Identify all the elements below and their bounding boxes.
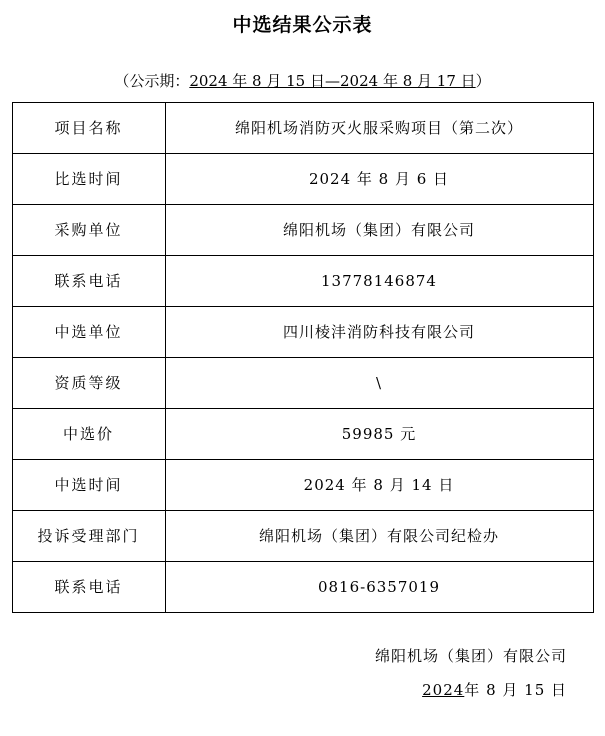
row-value: 13778146874	[165, 256, 593, 307]
row-value: 2024 年 8 月 14 日	[165, 460, 593, 511]
signature-company: 绵阳机场（集团）有限公司	[374, 647, 567, 665]
row-label: 项目名称	[12, 103, 165, 154]
row-value: 0816-6357019	[165, 562, 593, 613]
row-label: 中选时间	[12, 460, 165, 511]
signature-date-rest: 年 8 月 15 日	[464, 681, 567, 699]
table-row	[12, 103, 593, 154]
table-row	[12, 562, 593, 613]
table-row	[12, 307, 593, 358]
signature-block	[0, 639, 605, 707]
notice-period-prefix: （公示期：	[114, 72, 190, 90]
row-label: 投诉受理部门	[12, 511, 165, 562]
notice-period-suffix: ）	[475, 72, 491, 90]
table-row	[12, 205, 593, 256]
row-label: 比选时间	[12, 154, 165, 205]
document-page	[0, 12, 605, 736]
notice-period-dash: —	[325, 72, 340, 90]
notice-period	[0, 70, 605, 92]
row-value: \	[165, 358, 593, 409]
table-row	[12, 511, 593, 562]
signature-date-year: 2024	[422, 681, 465, 699]
row-label: 采购单位	[12, 205, 165, 256]
row-value: 四川棱沣消防科技有限公司	[165, 307, 593, 358]
row-value: 59985 元	[165, 409, 593, 460]
row-label: 中选单位	[12, 307, 165, 358]
row-label: 资质等级	[12, 358, 165, 409]
table-row	[12, 358, 593, 409]
table-row	[12, 460, 593, 511]
table-row	[12, 409, 593, 460]
notice-period-start: 2024 年 8 月 15 日	[189, 72, 325, 90]
row-label: 联系电话	[12, 562, 165, 613]
row-label: 中选价	[12, 409, 165, 460]
row-value: 绵阳机场（集团）有限公司纪检办	[165, 511, 593, 562]
row-value: 2024 年 8 月 6 日	[165, 154, 593, 205]
table-row	[12, 256, 593, 307]
row-value: 绵阳机场（集团）有限公司	[165, 205, 593, 256]
signature-date	[0, 673, 567, 707]
result-table	[12, 102, 594, 613]
row-label: 联系电话	[12, 256, 165, 307]
notice-period-end: 2024 年 8 月 17 日	[340, 72, 476, 90]
table-row	[12, 154, 593, 205]
row-value: 绵阳机场消防灭火服采购项目（第二次）	[165, 103, 593, 154]
page-title: 中选结果公示表	[232, 14, 373, 36]
